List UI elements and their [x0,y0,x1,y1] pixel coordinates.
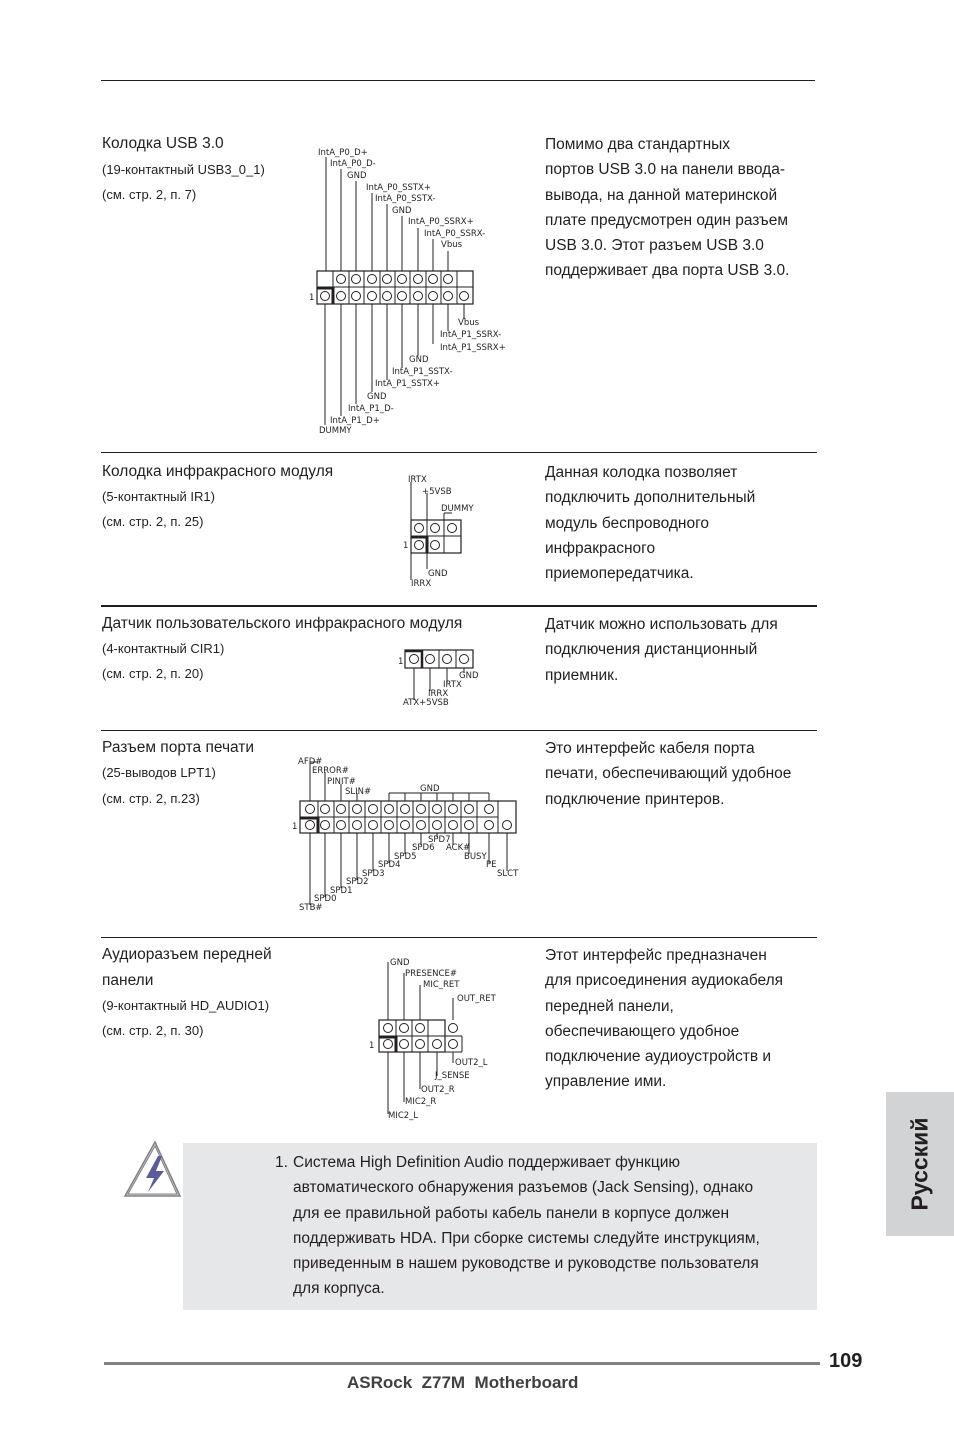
section-divider [101,730,817,731]
lpt-description: Это интерфейс кабеля порта печати, обеспечивающий удобное подключение принтеров. [545,740,792,808]
audio-subtitle: (9-контактный HD_AUDIO1) [102,998,270,1013]
footer-product-label: ASRock Z77M Motherboard [347,1373,579,1392]
lpt-label: SPD7 [428,835,451,845]
audio-title-line2: панели [102,972,154,989]
warning-lightning-icon [122,1138,184,1200]
usb3-label: IntA_P0_SSTX+ [366,183,432,193]
lpt-label: SPD4 [378,860,401,870]
usb3-label: IntA_P0_D+ [318,148,368,158]
usb3-label: IntA_P1_SSRX+ [440,343,506,353]
audio-label: MIC_RET [423,980,460,990]
usb3-label: IntA_P1_D- [348,404,394,414]
usb3-label: IntA_P1_D+ [330,416,380,426]
usb3-label: IntA_P1_SSTX- [392,367,453,377]
section-divider [101,937,817,938]
audio-label: J_SENSE [435,1071,470,1081]
audio-label: MIC2_L [388,1111,419,1121]
ir-page-ref: (см. стр. 2, п. 25) [102,514,204,529]
lpt-label: PE [486,860,497,870]
ir-subtitle: (5-контактный IR1) [102,489,215,504]
lpt-label: SPD6 [412,843,435,853]
lpt-subtitle: (25-выводов LPT1) [102,765,216,780]
note-number: 1. [275,1154,288,1171]
usb3-label: IntA_P0_SSTX- [375,194,436,204]
audio-label: OUT2_L [455,1058,488,1068]
language-side-tab [886,1092,954,1236]
lpt-label: ERROR# [312,766,349,776]
section-divider [101,605,817,607]
usb3-header-diagram [300,140,530,440]
cir-label: ATX+5VSB [403,698,449,708]
lpt-label: SPD5 [394,852,417,862]
ir-label: +5VSB [422,487,452,497]
audio-label: OUT2_R [421,1085,455,1095]
lpt-label: SPD0 [314,894,337,904]
ir-label: IRTX [408,475,427,485]
note-text: 1. Система High Definition Audio поддерживает функцию автоматического обнаружения разъемов (Jack Sensing), однако для ее правильной работы кабель панели в корпусе должен поддерживать HDA. При сборке системы следуйте инструкциям, приведенным в нашем руководстве и руководстве пользователя для корпуса. [275,1150,810,1302]
ir-title: Колодка инфракрасного модуля [102,463,334,480]
cir-title: Датчик пользовательского инфракрасного модуля [102,615,463,632]
lpt-label: SPD3 [362,869,385,879]
cir-header-diagram [395,645,505,715]
ir-label: GND [428,569,448,579]
usb3-label: IntA_P1_SSTX+ [375,379,441,389]
audio-label: PRESENCE# [405,969,457,979]
lpt-label: AFD# [298,757,323,767]
audio-pin1-label: 1 [369,1041,375,1051]
audio-title: Аудиоразъем передней [102,946,272,963]
usb3-label: Vbus [458,318,480,328]
usb3-label: DUMMY [319,426,352,436]
cir-pin1-label: 1 [398,657,404,667]
lpt-label: SLCT [497,869,519,879]
usb3-label: IntA_P0_SSRX+ [408,217,474,227]
usb3-label: IntA_P0_SSRX- [424,229,486,239]
page-number: 109 [829,1350,863,1372]
section-divider [101,452,817,453]
audio-page-ref: (см. стр. 2, п. 30) [102,1023,204,1038]
usb3-label: IntA_P0_D- [330,159,376,169]
lpt-label: SPD1 [330,886,353,896]
audio-header-diagram [365,952,515,1124]
usb3-label: IntA_P1_SSRX- [440,330,502,340]
ir-label: IRRX [411,579,432,589]
lpt-label: BUSY [464,852,487,862]
cir-label: GND [459,671,479,681]
lpt-page-ref: (см. стр. 2, п.23) [102,791,200,806]
language-label: Русский [906,1117,933,1211]
audio-label: MIC2_R [405,1097,437,1107]
audio-description: Этот интерфейс предназначен для присоединения аудиокабеля передней панели, обеспечивающего удобное подключение аудиоустройств и управление ими. [545,947,784,1091]
usb3-bottom-labels [319,318,506,436]
usb3-label: Vbus [441,240,463,250]
lpt-label: ACK# [446,843,471,853]
footer-bar [104,1362,820,1365]
lpt-pin1-label: 1 [292,822,298,832]
cir-label: IRTX [443,680,462,690]
ir-label: DUMMY [441,504,474,514]
ir-header-diagram [400,470,510,590]
lpt-label: SLIN# [345,787,372,797]
cir-page-ref: (см. стр. 2, п. 20) [102,666,204,681]
ir-description: Данная колодка позволяет подключить дополнительный модуль беспроводного инфракрасного приемопередатчика. [545,464,756,583]
usb3-label: GND [392,206,412,216]
cir-description: Датчик можно использовать для подключения дистанционный приемник. [545,616,778,684]
top-rule [101,80,815,81]
lpt-label: PINIT# [327,777,356,787]
audio-label: GND [390,958,410,968]
lpt-label: GND [420,784,440,794]
cir-subtitle: (4-контактный CIR1) [102,641,225,656]
usb3-title: Колодка USB 3.0 [102,135,224,152]
ir-pin1-label: 1 [403,541,409,551]
lpt-title: Разъем порта печати [102,739,255,756]
usb3-label: GND [367,392,387,402]
lpt-label: SPD2 [346,877,369,887]
cir-label: IRRX [428,689,449,699]
audio-label: OUT_RET [457,994,496,1004]
usb3-description: Помимо два стандартных портов USB 3.0 на панели ввода- вывода, на данной материнской плате предусмотрен один разъем USB 3.0. Этот разъем USB 3.0 поддерживает два порта USB 3.0. [545,136,790,280]
lpt-label: STB# [299,903,323,913]
usb3-pin1-label: 1 [309,293,315,303]
usb3-label: GND [409,355,429,365]
usb3-subtitle: (19-контактный USB3_0_1) [102,162,265,177]
usb3-page-ref: (см. стр. 2, п. 7) [102,187,197,202]
lpt-header-diagram [290,752,530,917]
usb3-label: GND [347,171,367,181]
